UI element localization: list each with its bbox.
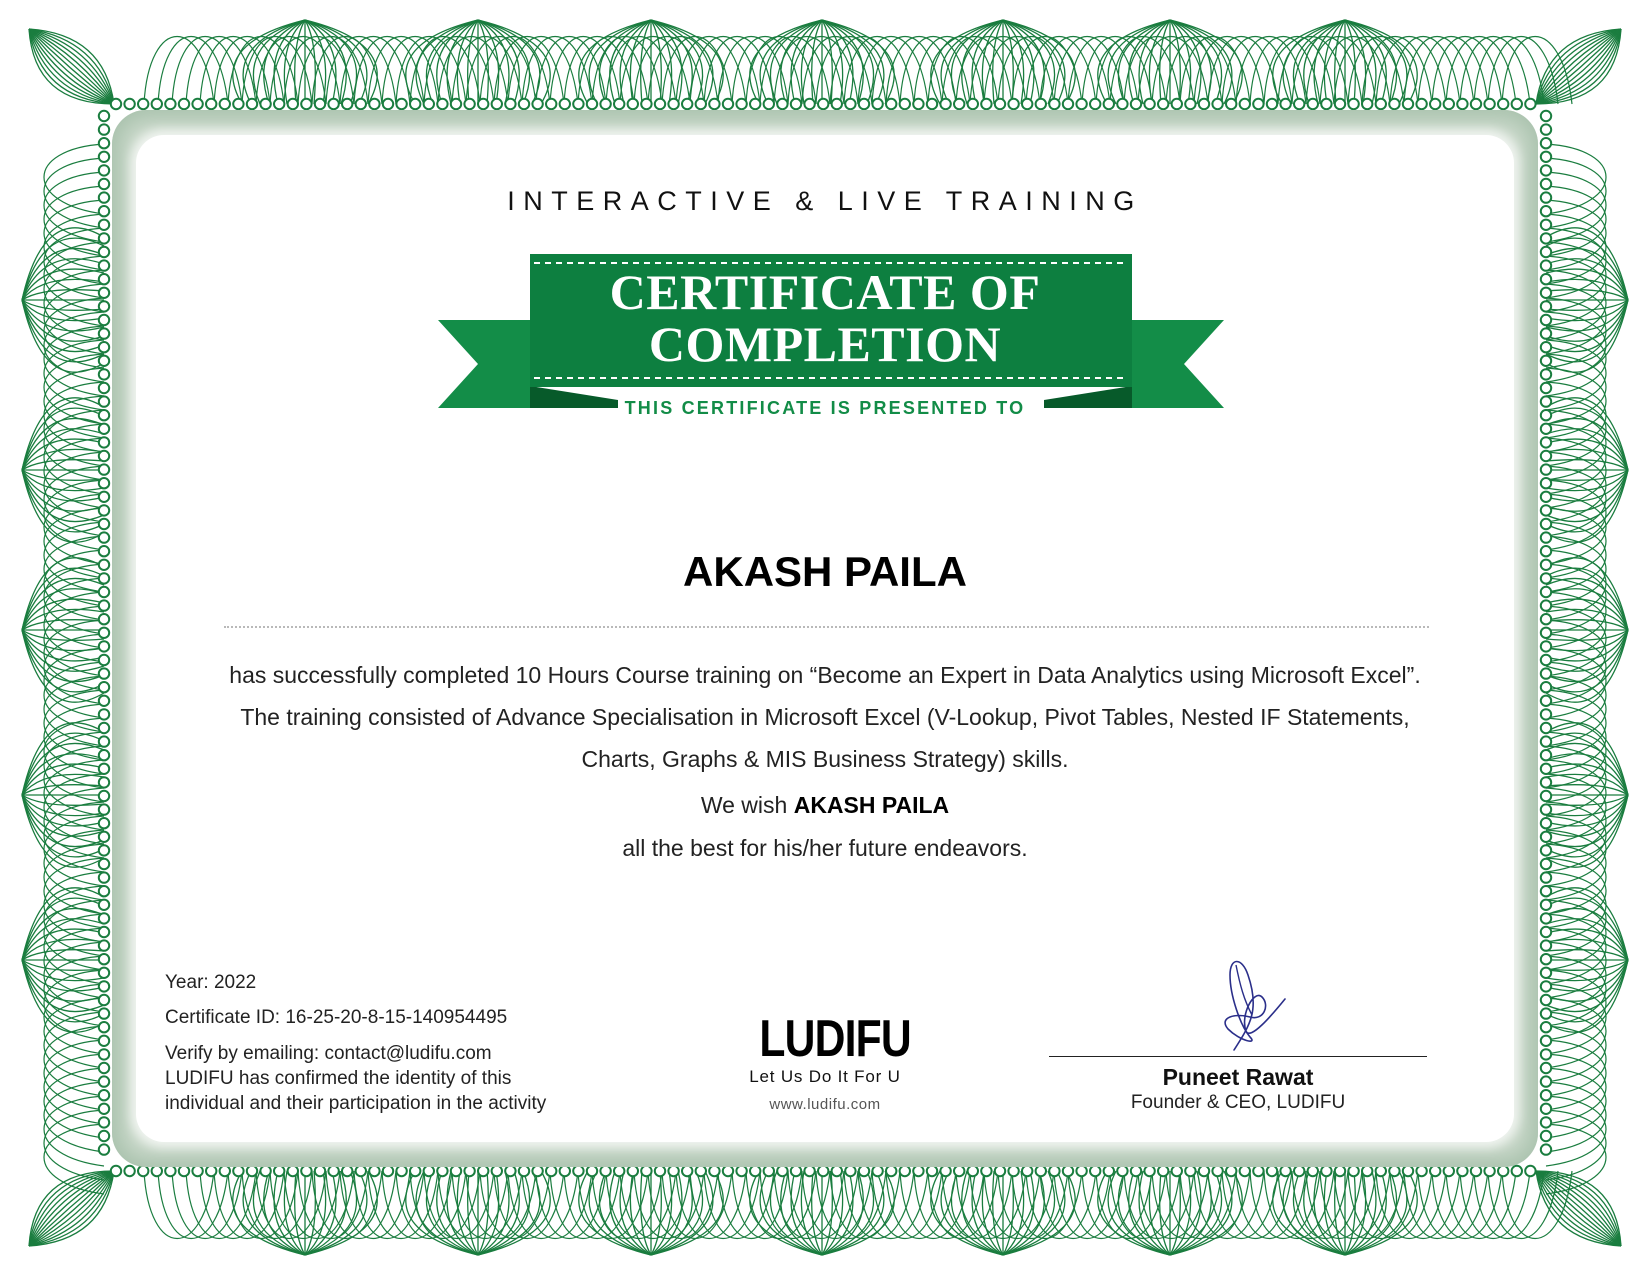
confirm-line-2: individual and their participation in the activity xyxy=(165,1093,547,1114)
wish-prefix: We wish xyxy=(700,792,794,818)
wish-suffix: all the best for his/her future endeavors. xyxy=(622,835,1028,861)
title-line-2: COMPLETION xyxy=(648,316,1002,372)
course-description: has successfully completed 10 Hours Course training on “Become an Expert in Data Analytics using Microsoft Excel”. The training consisted of Advance Specialisation in Microsoft Excel (V-Lookup, Pivot Tables, Nested IF Statements, Charts, Graphs & MIS Business Strategy) skills. xyxy=(229,662,1421,772)
signature-icon xyxy=(1210,955,1300,1055)
ribbon-right-fold xyxy=(1044,386,1132,408)
ribbon-left-tail xyxy=(438,320,530,408)
kicker-heading: INTERACTIVE & LIVE TRAINING xyxy=(507,186,1143,216)
certificate-id: Certificate ID: 16-25-20-8-15-140954495 xyxy=(165,1007,508,1028)
certificate-title xyxy=(530,266,1120,370)
dotted-divider xyxy=(224,626,1429,628)
year-label: Year: 2022 xyxy=(165,972,257,993)
ribbon-left-fold xyxy=(530,386,618,408)
signer-title: Founder & CEO, LUDIFU xyxy=(1130,1092,1346,1113)
recipient-name: AKASH PAILA xyxy=(683,548,967,595)
verify-email: Verify by emailing: contact@ludifu.com xyxy=(165,1043,492,1064)
brand-tagline: Let Us Do It For U xyxy=(749,1067,901,1086)
signature-line xyxy=(1049,1056,1427,1057)
wish-name: AKASH PAILA xyxy=(793,792,950,818)
confirm-line-1: LUDIFU has confirmed the identity of this xyxy=(165,1068,512,1089)
signer-name: Puneet Rawat xyxy=(1162,1064,1314,1090)
ludifu-logo: LUDIFU xyxy=(759,1010,911,1068)
presented-to-label: THIS CERTIFICATE IS PRESENTED TO xyxy=(624,398,1026,418)
wish-line xyxy=(0,790,1650,820)
title-line-1: CERTIFICATE OF xyxy=(609,264,1041,320)
brand-url: www.ludifu.com xyxy=(769,1096,881,1113)
ribbon-right-tail xyxy=(1132,320,1224,408)
